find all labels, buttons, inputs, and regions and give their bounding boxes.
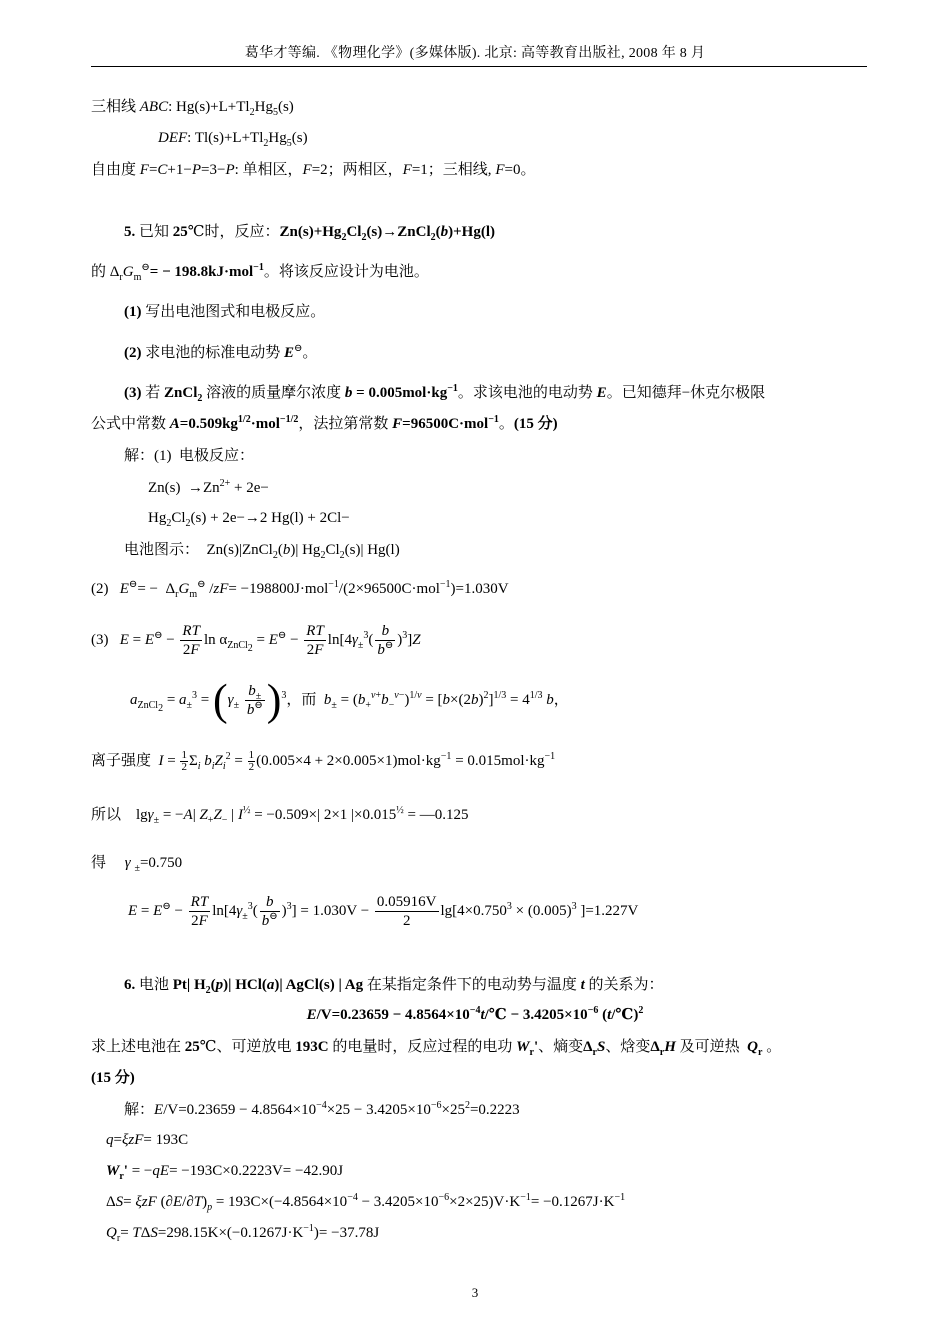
solution-5-heading: 解：(1) 电极反应： <box>124 448 254 464</box>
question-5-gibbs: 的 $\Delta_rG_m^⊖= - 198.8kJ\cdot mol^{-1}$。将该反应设计为电池。 <box>91 262 429 283</box>
standard-emf-calc: (2) $E^⊖= - \Delta_rG_m^⊖$ /zF= −198800J·mol$^{-1}$/(2×96500C·mol$^{-1}$)=1.030V <box>91 579 509 600</box>
three-phase-line-def: DEF: $Tl(s)+L+Tl_2Hg_5(s)$ <box>158 130 308 149</box>
solution-6-heat: $Q_r= T\Delta S=298.15K\times(-0.1267J\cdot K^{-1})= -37.78J$ <box>106 1223 380 1244</box>
question-5-part-3b: 公式中常数 $A=0.509kg^{1/2}\cdot mol^{-1/2}$，法拉第常数 F=96500C·mol$^{-1}$。(15 分) <box>91 414 558 432</box>
three-phase-line-abc: 三相线 ABC: $Hg(s)+L+Tl_2Hg_5(s)$ <box>91 99 294 118</box>
emf-result: E = E⊖ − $\frac{RT}{2F}$ $\ln[4\gamma_\pm^3$( $\frac{b}{b^⊖}$ )$^3$] = 1.030V − $\frac{0.05916V}{2}$ $\lg[4\times 0.750^3 \times (0.005)^3$ ]=1.227V <box>128 894 639 930</box>
question-6-ask: 求上述电池在 25℃、可逆放电 193C 的电量时，反应过程的电功 $W_r'$、熵变$\Delta_rS$、焓变$\Delta_rH$ 及可逆热 $Q_r$ 。 <box>91 1039 782 1058</box>
solution-6-entropy: ΔS= ξzF $(\partial E/\partial T)_p = 193C\times(-4.8564\times 10^{-4} - 3.4205\times 10^{-6}\times 2\times 25)V\cdot K^{-1}= -0.1267J\cdot K^{-1}$ <box>106 1192 626 1213</box>
cell-diagram: 电池图示： Zn(s)|ZnCl$_2$(b)| $Hg_2Cl_2(s)|$ Hg(l) <box>124 542 400 561</box>
page-header-citation: 葛华才等编. 《物理化学》(多媒体版). 北京: 高等教育出版社, 2008 年 8 月 <box>244 46 706 61</box>
question-6-score: (15 分) <box>91 1070 135 1086</box>
activity-coefficient-log: 所以 lgγ$_\pm$ = −A| $Z_+Z_-$ | $I^{\frac{1}{2}} = -0.509\times|$ 2×1 $|\times 0.015^{\frac{1}{2}}$ = —0.125 <box>91 805 469 826</box>
question-6-title: 6. 电池 Pt| $H_2(p)|$ HCl(a)| AgCl(s) | Ag 在某指定条件下的电动势与温度 t 的关系为： <box>124 977 664 996</box>
activity-expression: $a_{ZnCl_2} = a_\pm^3 = (\gamma_\pm$ $\frac{b_\pm}{b^⊖}$ )$^3$，而 $b_\pm = (b_+^{\nu+}b_-^{\nu-})^{1/\nu} = [b\times(2b)^2]^{1/3} = 4^{1/3}$ b， <box>130 675 569 725</box>
anode-reaction: $Zn(s) \to Zn^{2+} + 2e-$ <box>148 478 269 496</box>
solution-6-emf: 解：$E/V=0.23659 - 4.8564\times 10^{-4}\times 25 - 3.4205\times 10^{-6}\times 25^2=0.2223$ <box>124 1100 520 1118</box>
page-number: 3 <box>471 1285 479 1300</box>
header-rule <box>91 66 867 67</box>
cathode-reaction: $Hg_2Cl_2(s) + 2e-\to 2$ Hg(l) + 2Cl− <box>148 510 350 529</box>
question-5-part-2: (2) 求电池的标准电动势 E⊖。 <box>124 343 318 361</box>
question-5-title: 5. 已知 25℃时，反应：$Zn(s)+Hg_2Cl_2(s)\to ZnCl_2(b)+Hg(l)$ <box>124 224 495 243</box>
solution-6-charge: q=ξzF= 193C <box>106 1132 189 1148</box>
ionic-strength: 离子强度 I = $\frac{1}{2}$ $\Sigma_i$ $b_iZ_i^2$ = $\frac{1}{2}$ $(0.005\times 4 + 2\times 0.005\times 1)mol\cdot kg^{-1} = 0.015mol\cdot kg^{-1}$ <box>91 749 556 774</box>
nernst-equation: (3) E = E⊖ − $\frac{RT}{2F}$ $\ln \alpha_{ZnCl_2} = E^⊖$ − $\frac{RT}{2F}$ $\ln[4\gamma_\pm^3$( $\frac{b}{b^⊖}$ )$^3$]Z <box>91 623 421 659</box>
solution-6-work: $W_r' = -qE= -193C\times 0.2223V= -42.90J$ <box>106 1163 344 1182</box>
degrees-of-freedom: 自由度 F=C+1−P=3−P: 单相区，F=2；两相区，F=1；三相线, F=0。 <box>91 162 536 178</box>
question-5-part-1: (1) 写出电池图式和电极反应。 <box>124 304 326 320</box>
question-6-emf-equation: $E/V=0.23659 - 4.8564\times 10^{-4}t/℃ - 3.4205\times 10^{-6}$ (t/℃)$^2$ <box>306 1005 644 1023</box>
activity-coefficient-value: 得 γ $_\pm$=0.750 <box>91 855 183 874</box>
question-5-part-3a: (3) 若 ZnCl$_2$ 溶液的质量摩尔浓度 $b = 0.005mol\cdot kg^{-1}$。求该电池的电动势 E。已知德拜−休克尔极限 <box>124 383 766 404</box>
